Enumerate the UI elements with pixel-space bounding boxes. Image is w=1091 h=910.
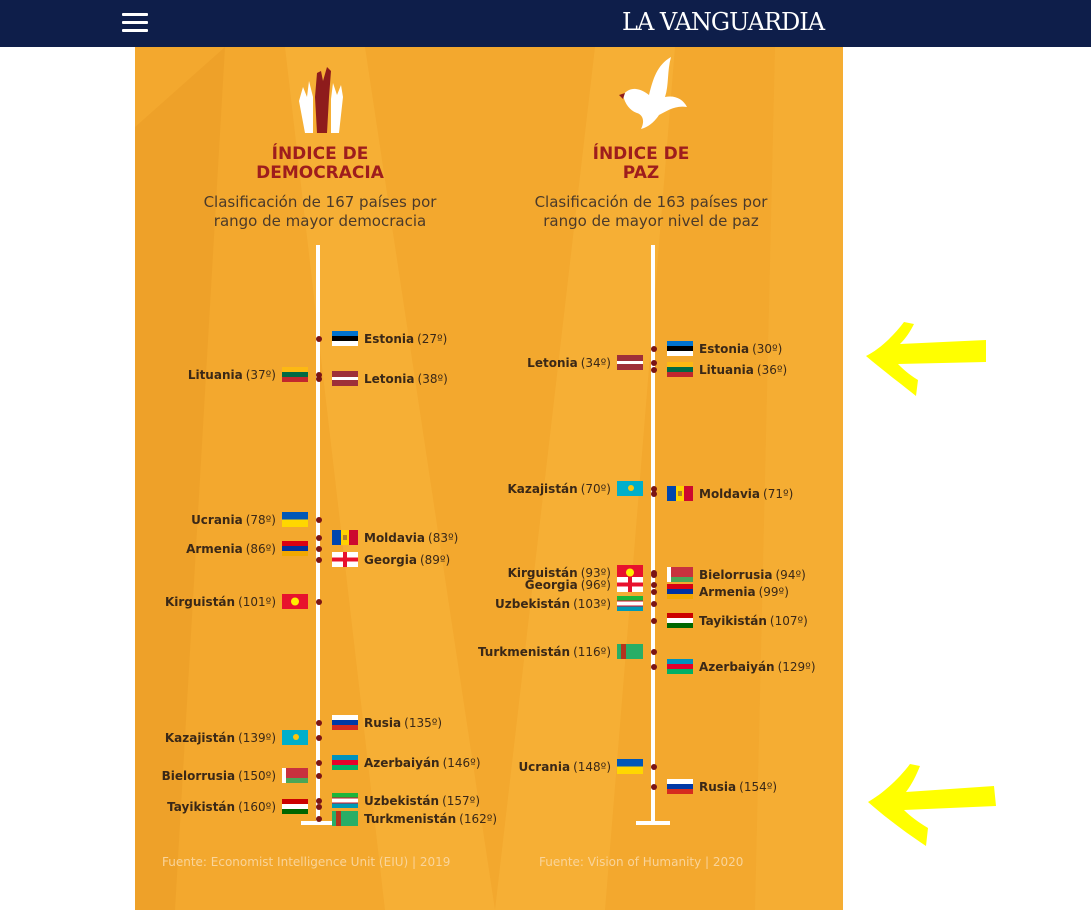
- peace-subtitle: Clasificación de 163 países por rango de mayor nivel de paz: [534, 193, 768, 230]
- axis-dot: [316, 599, 322, 605]
- democracy-entry-kazakhstan: [165, 730, 308, 745]
- peace-entry-armenia: [667, 584, 789, 599]
- peace-title: ÍNDICE DE PAZ: [592, 144, 690, 183]
- peace-entry-moldova: [667, 486, 793, 501]
- country-rank: (135º): [404, 715, 443, 730]
- democracy-entry-kyrgyzstan: [165, 594, 308, 609]
- country-name: Armenia: [699, 584, 756, 599]
- country-name: Kazajistán: [507, 481, 578, 496]
- axis-dot: [316, 816, 322, 822]
- peace-entry-azerbaijan: [667, 659, 816, 674]
- country-rank: (116º): [573, 644, 611, 659]
- georgia-flag-icon: [617, 577, 643, 592]
- ukraine-flag-icon: [617, 759, 643, 774]
- democracy-entry-belarus: [162, 768, 308, 783]
- latvia-flag-icon: [332, 371, 358, 386]
- country-rank: (86º): [245, 541, 276, 556]
- axis-dot: [651, 784, 657, 790]
- axis-dot: [651, 764, 657, 770]
- country-name: Georgia: [524, 577, 578, 592]
- axis-dot: [316, 546, 322, 552]
- peace-entry-belarus: [667, 567, 806, 582]
- country-rank: (94º): [775, 567, 806, 582]
- democracy-entry-moldova: [332, 530, 458, 545]
- peace-entry-russia: [667, 779, 777, 794]
- country-rank: (36º): [756, 362, 788, 377]
- country-name: Azerbaiyán: [364, 755, 440, 770]
- kazakhstan-flag-icon: [282, 730, 308, 745]
- country-name: Kirguistán: [507, 565, 578, 580]
- country-name: Estonia: [364, 331, 415, 346]
- country-name: Turkmenistán: [477, 644, 571, 659]
- armenia-flag-icon: [667, 584, 693, 599]
- country-rank: (93º): [580, 565, 611, 580]
- axis-dot: [316, 735, 322, 741]
- country-name: Kirguistán: [164, 594, 236, 609]
- country-rank: (154º): [739, 779, 778, 794]
- country-rank: (101º): [238, 594, 276, 609]
- country-rank: (37º): [245, 367, 276, 382]
- estonia-flag-icon: [667, 341, 693, 356]
- democracy-entry-tajikistan: [167, 799, 308, 814]
- axis-dot: [316, 773, 322, 779]
- democracy-title: ÍNDICE DE DEMOCRACIA: [256, 144, 384, 183]
- country-rank: (71º): [763, 486, 794, 501]
- axis-dot: [651, 346, 657, 352]
- kazakhstan-flag-icon: [617, 481, 643, 496]
- peace-entry-latvia: [527, 355, 643, 370]
- uzbekistan-flag-icon: [332, 793, 358, 808]
- belarus-flag-icon: [282, 768, 308, 783]
- turkmenistan-flag-icon: [617, 644, 643, 659]
- azerbaijan-flag-icon: [667, 659, 693, 674]
- country-rank: (103º): [573, 596, 611, 611]
- axis-dot: [651, 601, 657, 607]
- georgia-flag-icon: [332, 552, 358, 567]
- axis-dot: [316, 557, 322, 563]
- democracy-subtitle: Clasificación de 167 países por rango de mayor democracia: [203, 193, 437, 230]
- country-rank: (70º): [580, 481, 611, 496]
- axis-dot: [316, 804, 322, 810]
- peace-entry-georgia: [525, 577, 643, 592]
- country-rank: (129º): [777, 659, 816, 674]
- lithuania-flag-icon: [282, 367, 308, 382]
- country-rank: (34º): [580, 355, 611, 370]
- country-name: Kazajistán: [164, 730, 236, 745]
- democracy-entry-azerbaijan: [332, 755, 481, 770]
- axis-dot: [651, 582, 657, 588]
- belarus-flag-icon: [667, 567, 693, 582]
- tajikistan-flag-icon: [667, 613, 693, 628]
- country-rank: (162º): [459, 811, 498, 826]
- azerbaijan-flag-icon: [332, 755, 358, 770]
- country-rank: (157º): [442, 793, 480, 808]
- country-rank: (27º): [417, 331, 448, 346]
- peace-entry-kazakhstan: [507, 481, 643, 496]
- estonia-flag-icon: [332, 331, 358, 346]
- peace-entry-lithuania: [667, 362, 787, 377]
- country-name: Rusia: [699, 779, 737, 794]
- country-rank: (38º): [417, 371, 448, 386]
- hamburger-menu-icon[interactable]: [122, 13, 148, 33]
- country-rank: (107º): [769, 613, 808, 628]
- country-name: Georgia: [364, 552, 417, 567]
- country-name: Lituania: [187, 367, 243, 382]
- country-name: Moldavia: [699, 486, 761, 501]
- country-rank: (30º): [752, 341, 783, 356]
- democracy-entry-russia: [332, 715, 442, 730]
- peace-entry-uzbekistan: [495, 596, 643, 611]
- axis-dot: [651, 360, 657, 366]
- latvia-flag-icon: [617, 355, 643, 370]
- democracy-source: Fuente: Economist Intelligence Unit (EIU) | 2019: [162, 855, 451, 869]
- axis-dot: [651, 649, 657, 655]
- uzbekistan-flag-icon: [617, 596, 643, 611]
- axis-dot: [651, 572, 657, 578]
- country-rank: (148º): [573, 759, 611, 774]
- country-rank: (99º): [758, 584, 789, 599]
- democracy-entry-lithuania: [188, 367, 308, 382]
- country-name: Moldavia: [364, 530, 426, 545]
- democracy-entry-ukraine: [191, 512, 308, 527]
- russia-flag-icon: [667, 779, 693, 794]
- dove-icon: [613, 55, 693, 135]
- country-rank: (150º): [238, 768, 276, 783]
- axis-dot: [651, 664, 657, 670]
- site-logo[interactable]: LA VANGUARDIA: [622, 8, 825, 36]
- country-name: Letonia: [364, 371, 415, 386]
- country-name: Turkmenistán: [364, 811, 457, 826]
- tajikistan-flag-icon: [282, 799, 308, 814]
- country-rank: (96º): [580, 577, 611, 592]
- country-name: Letonia: [527, 355, 578, 370]
- moldova-flag-icon: [332, 530, 358, 545]
- peace-entry-ukraine: [518, 759, 643, 774]
- country-rank: (78º): [245, 512, 276, 527]
- country-name: Bielorrusia: [699, 567, 773, 582]
- country-name: Uzbekistán: [364, 793, 440, 808]
- axis-dot: [316, 535, 322, 541]
- country-name: Armenia: [186, 541, 243, 556]
- moldova-flag-icon: [667, 486, 693, 501]
- democracy-entry-latvia: [332, 371, 448, 386]
- yellow-arrow-left-icon: [864, 760, 1000, 848]
- ukraine-flag-icon: [282, 512, 308, 527]
- country-name: Uzbekistán: [495, 596, 571, 611]
- peace-axis: [651, 245, 655, 823]
- country-rank: (83º): [428, 530, 459, 545]
- axis-dot: [651, 589, 657, 595]
- infographic: [135, 47, 843, 910]
- democracy-entry-armenia: [186, 541, 308, 556]
- russia-flag-icon: [332, 715, 358, 730]
- country-name: Tayikistán: [167, 799, 236, 814]
- peace-entry-estonia: [667, 341, 782, 356]
- lithuania-flag-icon: [667, 362, 693, 377]
- country-name: Estonia: [699, 341, 750, 356]
- democracy-entry-estonia: [332, 331, 447, 346]
- axis-dot: [316, 720, 322, 726]
- peace-axis-base: [636, 821, 670, 825]
- axis-dot: [316, 376, 322, 382]
- country-name: Azerbaiyán: [699, 659, 775, 674]
- country-name: Ucrania: [191, 512, 243, 527]
- axis-dot: [316, 517, 322, 523]
- country-name: Rusia: [364, 715, 402, 730]
- axis-dot: [316, 336, 322, 342]
- turkmenistan-flag-icon: [332, 811, 358, 826]
- country-name: Ucrania: [518, 759, 571, 774]
- peace-source: Fuente: Vision of Humanity | 2020: [539, 855, 744, 869]
- democracy-entry-uzbekistan: [332, 793, 480, 808]
- democracy-entry-georgia: [332, 552, 450, 567]
- country-name: Tayikistán: [699, 613, 767, 628]
- country-name: Lituania: [699, 362, 754, 377]
- raised-hands-icon: [293, 67, 349, 135]
- country-rank: (146º): [442, 755, 481, 770]
- axis-dot: [651, 367, 657, 373]
- country-rank: (160º): [238, 799, 276, 814]
- top-navigation-bar: [0, 0, 1091, 47]
- axis-dot: [651, 618, 657, 624]
- peace-entry-tajikistan: [667, 613, 808, 628]
- axis-dot: [651, 491, 657, 497]
- democracy-entry-turkmenistan: [332, 811, 497, 826]
- axis-dot: [316, 760, 322, 766]
- yellow-arrow-left-icon: [862, 318, 990, 400]
- country-rank: (139º): [238, 730, 276, 745]
- country-rank: (89º): [419, 552, 451, 567]
- armenia-flag-icon: [282, 541, 308, 556]
- country-name: Bielorrusia: [161, 768, 236, 783]
- peace-entry-turkmenistan: [478, 644, 643, 659]
- kyrgyzstan-flag-icon: [282, 594, 308, 609]
